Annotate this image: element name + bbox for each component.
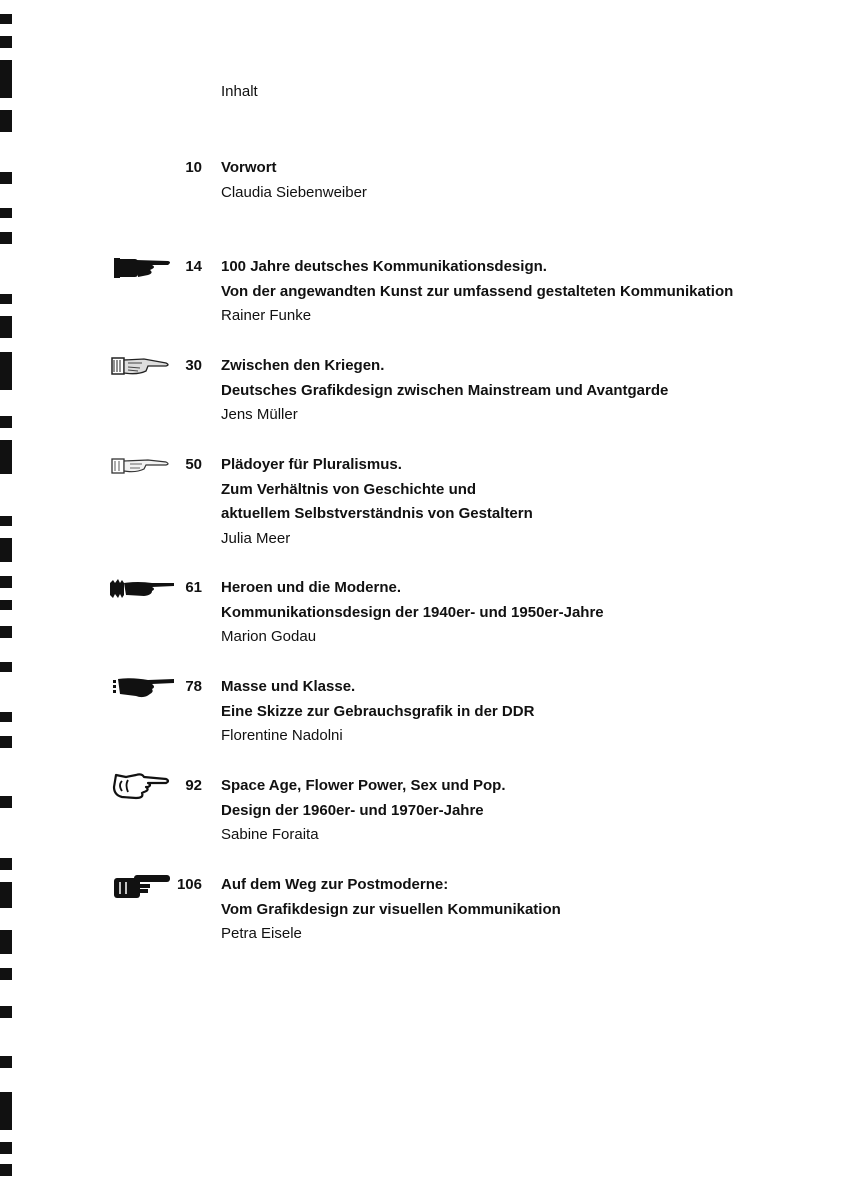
edge-mark: [0, 1142, 12, 1154]
page-number: 61: [185, 579, 202, 596]
edge-mark: [0, 516, 12, 526]
page-number: 30: [185, 357, 202, 374]
ruffled-cuff-hand-icon: [108, 573, 176, 603]
edge-mark: [0, 60, 12, 98]
entry-text: [221, 159, 821, 202]
edge-mark: [0, 796, 12, 808]
entry-text: [221, 579, 821, 646]
edge-mark: [0, 14, 12, 24]
entry-title-line: Deutsches Grafikdesign zwischen Mainstream und Avantgarde: [221, 381, 669, 399]
edge-mark: [0, 294, 12, 304]
edge-mark: [0, 172, 12, 184]
page-number: 78: [185, 678, 202, 695]
page-number: 50: [185, 456, 202, 473]
page-number: 92: [185, 777, 202, 794]
entry-author: Rainer Funke: [221, 307, 312, 324]
edge-mark: [0, 576, 12, 588]
edge-mark: [0, 232, 12, 244]
edge-mark: [0, 1092, 12, 1130]
edge-mark: [0, 626, 12, 638]
entry-title-line: Design der 1960er- und 1970er-Jahre: [221, 801, 484, 819]
edge-marks: [0, 0, 14, 1200]
edge-mark: [0, 930, 12, 954]
entry-text: [221, 678, 821, 745]
page-number: 14: [185, 258, 202, 275]
entry-title-line: Vorwort: [221, 159, 277, 176]
entry-text: [221, 777, 821, 844]
entry-author: Florentine Nadolni: [221, 727, 343, 744]
page-number: 10: [185, 159, 202, 176]
entry-text: [221, 456, 821, 548]
entry-title-line: Auf dem Weg zur Postmoderne:: [221, 876, 449, 893]
entry-author: Petra Eisele: [221, 925, 302, 942]
edge-mark: [0, 968, 12, 980]
edge-mark: [0, 712, 12, 722]
entry-author: Jens Müller: [221, 406, 298, 423]
page-number: 106: [176, 876, 202, 893]
black-pointing-hand-icon: [108, 672, 176, 702]
edge-mark: [0, 882, 12, 908]
entry-title-line: Vom Grafikdesign zur visuellen Kommunikation: [221, 900, 561, 918]
pointing-hand-icon: [108, 252, 176, 282]
entry-author: Marion Godau: [221, 628, 317, 645]
edge-mark: [0, 440, 12, 474]
entry-title-line: Kommunikationsdesign der 1940er- und 1950er-Jahre: [221, 603, 604, 621]
engraved-pointing-hand-icon: [108, 351, 176, 381]
entry-title-line: Zwischen den Kriegen.: [221, 357, 385, 374]
edge-mark: [0, 600, 12, 610]
entry-title-line: aktuellem Selbstverständnis von Gestaltern: [221, 505, 533, 522]
entry-title-line: 100 Jahre deutsches Kommunikationsdesign.: [221, 258, 547, 275]
entry-author: Sabine Foraita: [221, 826, 319, 843]
edge-mark: [0, 662, 12, 672]
edge-mark: [0, 416, 12, 428]
entry-title-line: Von der angewandten Kunst zur umfassend gestalteten Kommunikation: [221, 282, 734, 300]
entry-text: [221, 876, 821, 943]
outline-pointing-hand-icon: [108, 771, 176, 801]
edge-mark: [0, 316, 12, 338]
bold-pointing-hand-icon: [108, 870, 176, 900]
edge-mark: [0, 110, 12, 132]
entry-title-line: Space Age, Flower Power, Sex und Pop.: [221, 777, 506, 794]
edge-mark: [0, 1006, 12, 1018]
edge-mark: [0, 352, 12, 390]
entry-text: [221, 357, 821, 424]
edge-mark: [0, 736, 12, 748]
entry-title-line: Masse und Klasse.: [221, 678, 356, 695]
toc-heading: Inhalt: [221, 83, 258, 100]
edge-mark: [0, 1056, 12, 1068]
entry-title-line: Zum Verhältnis von Geschichte und: [221, 480, 477, 498]
edge-mark: [0, 208, 12, 218]
cuffed-pointing-hand-icon: [108, 450, 176, 480]
edge-mark: [0, 36, 12, 48]
entry-title-line: Plädoyer für Pluralismus.: [221, 456, 402, 473]
edge-mark: [0, 1164, 12, 1176]
entry-author: Claudia Siebenweiber: [221, 183, 367, 201]
edge-mark: [0, 538, 12, 562]
edge-mark: [0, 858, 12, 870]
entry-author: Julia Meer: [221, 529, 291, 547]
entry-title-line: Heroen und die Moderne.: [221, 579, 402, 596]
entry-text: [221, 258, 821, 325]
entry-title-line: Eine Skizze zur Gebrauchsgrafik in der DDR: [221, 702, 535, 720]
